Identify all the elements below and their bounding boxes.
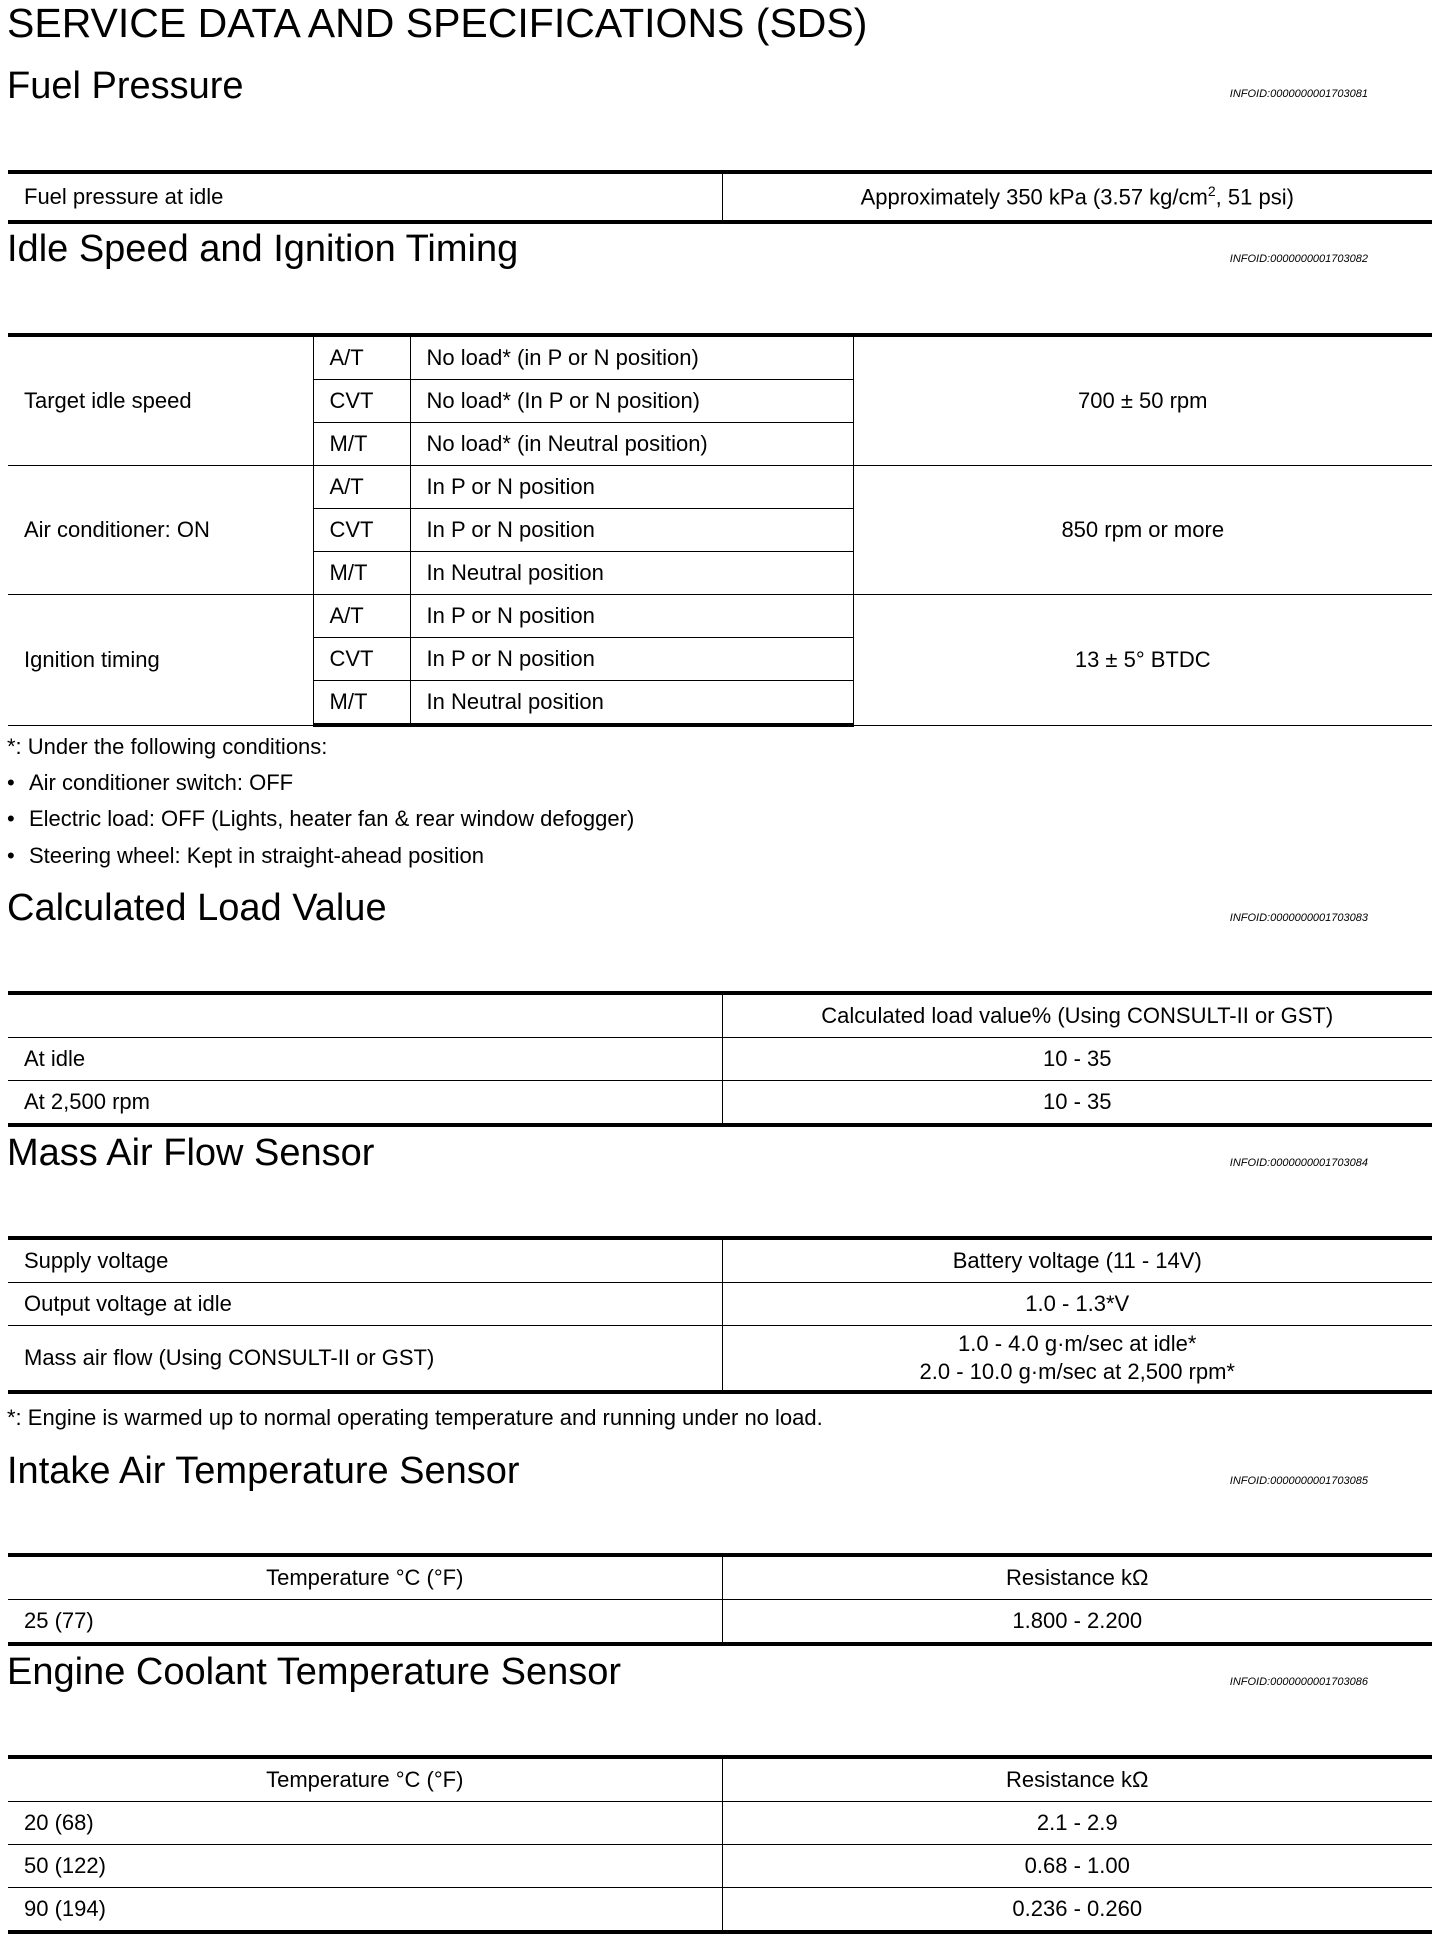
condition: No load* (In P or N position) — [410, 380, 853, 423]
fuel-pressure-value-tail: , 51 psi) — [1215, 184, 1294, 210]
info-id-ect-sensor: INFOID:0000000001703086 — [1229, 1676, 1368, 1688]
idle-group-label: Air conditioner: ON — [8, 466, 313, 595]
row-label: At idle — [8, 1038, 722, 1081]
iat-sensor-table — [8, 1553, 1432, 1646]
ect-sensor-table — [8, 1755, 1432, 1934]
table-row — [8, 1845, 1432, 1888]
table-row — [8, 172, 1432, 222]
row-value: 1.800 - 2.200 — [722, 1600, 1432, 1645]
flow-value-line: 2.0 - 10.0 g·m/sec at 2,500 rpm* — [919, 1359, 1235, 1384]
info-id-idle-speed: INFOID:0000000001703082 — [1229, 253, 1368, 265]
idle-note: *: Under the following conditions: — [7, 734, 328, 759]
maf-note: *: Engine is warmed up to normal operating temperature and running under no load. — [7, 1405, 823, 1430]
trans-type: M/T — [313, 423, 410, 466]
trans-type: CVT — [313, 380, 410, 423]
row-label: Supply voltage — [8, 1238, 722, 1283]
bullet-text: Air conditioner switch: OFF — [29, 770, 294, 795]
trans-type: CVT — [313, 638, 410, 681]
section-title-ect-sensor: Engine Coolant Temperature Sensor — [7, 1651, 622, 1693]
section-title-maf-sensor: Mass Air Flow Sensor — [7, 1132, 375, 1174]
table-row — [8, 1081, 1432, 1126]
condition: In P or N position — [410, 509, 853, 552]
header-cell-left — [8, 993, 722, 1038]
trans-type: M/T — [313, 681, 410, 726]
header-cell-right: Calculated load value% (Using CONSULT-II or GST) — [722, 993, 1432, 1038]
idle-group-value: 700 ± 50 rpm — [853, 335, 1432, 466]
info-id-maf-sensor: INFOID:0000000001703084 — [1229, 1157, 1368, 1169]
trans-type: M/T — [313, 552, 410, 595]
table-row — [8, 335, 1432, 380]
header-cell-left: Temperature °C (°F) — [8, 1757, 722, 1802]
row-label: At 2,500 rpm — [8, 1081, 722, 1126]
condition: In P or N position — [410, 638, 853, 681]
row-value: 2.1 - 2.9 — [722, 1802, 1432, 1845]
condition: In Neutral position — [410, 552, 853, 595]
section-title-calculated-load: Calculated Load Value — [7, 887, 387, 929]
section-title-idle-speed: Idle Speed and Ignition Timing — [7, 228, 519, 270]
fuel-pressure-table — [8, 170, 1432, 224]
idle-group-label: Ignition timing — [8, 595, 313, 726]
info-id-calculated-load: INFOID:0000000001703083 — [1229, 912, 1368, 924]
fuel-pressure-value-main: Approximately 350 kPa (3.57 kg/cm — [860, 184, 1208, 210]
document-title: SERVICE DATA AND SPECIFICATIONS (SDS) — [7, 0, 868, 46]
fuel-pressure-value-superscript: 2 — [1207, 183, 1216, 200]
table-row — [8, 595, 1432, 638]
bullet-text: Electric load: OFF (Lights, heater fan & rear window defogger) — [29, 806, 635, 831]
condition: No load* (in P or N position) — [410, 335, 853, 380]
table-row — [8, 1038, 1432, 1081]
flow-value-line: 1.0 - 4.0 g·m/sec at idle* — [958, 1331, 1197, 1356]
fuel-pressure-label: Fuel pressure at idle — [8, 172, 722, 222]
condition: In P or N position — [410, 466, 853, 509]
table-row — [8, 1600, 1432, 1645]
idle-bullet — [7, 838, 484, 874]
table-row — [8, 466, 1432, 509]
row-value: 10 - 35 — [722, 1081, 1432, 1126]
row-value: 1.0 - 1.3*V — [722, 1283, 1432, 1326]
fuel-pressure-value — [722, 172, 1432, 222]
header-cell-right: Resistance kΩ — [722, 1757, 1432, 1802]
bullet-dot: • — [7, 770, 15, 795]
condition: No load* (in Neutral position) — [410, 423, 853, 466]
idle-group-value: 13 ± 5° BTDC — [853, 595, 1432, 726]
bullet-dot: • — [7, 806, 15, 831]
row-label: 50 (122) — [8, 1845, 722, 1888]
row-value: 10 - 35 — [722, 1038, 1432, 1081]
table-row — [8, 993, 1432, 1038]
trans-type: A/T — [313, 595, 410, 638]
idle-speed-table — [8, 333, 1432, 727]
idle-group-value: 850 rpm or more — [853, 466, 1432, 595]
row-value: 0.236 - 0.260 — [722, 1888, 1432, 1933]
row-label: Mass air flow (Using CONSULT-II or GST) — [8, 1326, 722, 1393]
table-row — [8, 1326, 1432, 1393]
condition: In P or N position — [410, 595, 853, 638]
section-title-fuel-pressure: Fuel Pressure — [7, 65, 244, 107]
idle-bullet — [7, 801, 634, 837]
header-cell-left: Temperature °C (°F) — [8, 1555, 722, 1600]
table-row — [8, 1757, 1432, 1802]
table-row — [8, 1555, 1432, 1600]
header-cell-right: Resistance kΩ — [722, 1555, 1432, 1600]
info-id-iat-sensor: INFOID:0000000001703085 — [1229, 1475, 1368, 1487]
calculated-load-table — [8, 991, 1432, 1127]
table-row — [8, 1238, 1432, 1283]
idle-group-label: Target idle speed — [8, 335, 313, 466]
row-value: Battery voltage (11 - 14V) — [722, 1238, 1432, 1283]
row-label: 25 (77) — [8, 1600, 722, 1645]
section-title-iat-sensor: Intake Air Temperature Sensor — [7, 1450, 520, 1492]
row-label: Output voltage at idle — [8, 1283, 722, 1326]
row-label: 90 (194) — [8, 1888, 722, 1933]
info-id-fuel-pressure: INFOID:0000000001703081 — [1229, 88, 1368, 100]
bullet-text: Steering wheel: Kept in straight-ahead position — [29, 843, 484, 868]
trans-type: A/T — [313, 335, 410, 380]
condition: In Neutral position — [410, 681, 853, 726]
table-row — [8, 1283, 1432, 1326]
table-row — [8, 1888, 1432, 1933]
table-row — [8, 1802, 1432, 1845]
row-value — [722, 1326, 1432, 1393]
row-value: 0.68 - 1.00 — [722, 1845, 1432, 1888]
maf-sensor-table — [8, 1236, 1432, 1394]
row-label: 20 (68) — [8, 1802, 722, 1845]
trans-type: A/T — [313, 466, 410, 509]
trans-type: CVT — [313, 509, 410, 552]
idle-bullet — [7, 765, 293, 801]
bullet-dot: • — [7, 843, 15, 868]
